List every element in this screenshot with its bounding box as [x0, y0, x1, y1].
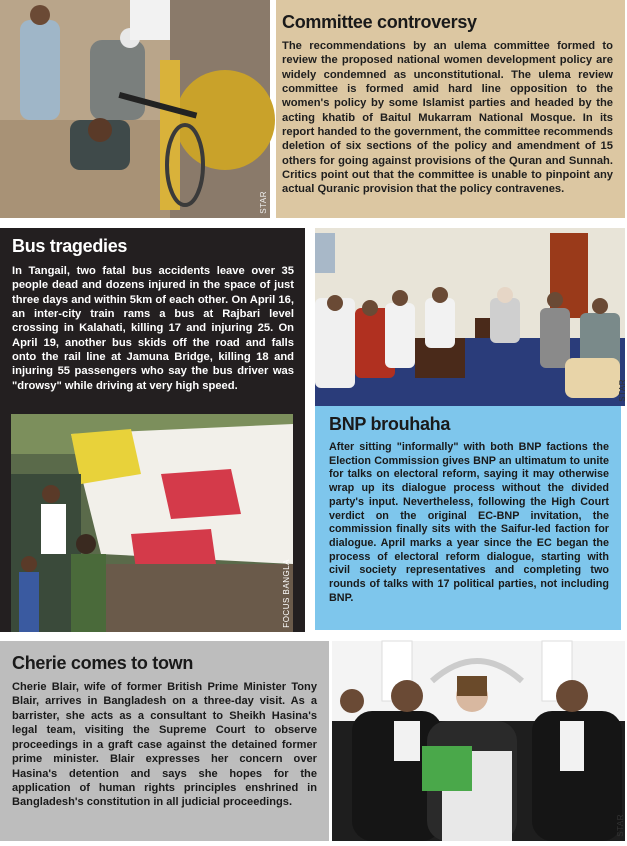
- bnp-panel: [315, 406, 621, 630]
- bus-body: In Tangail, two fatal bus accidents leave over 35 people dead and dozens injured in the space of just three days and within 5km of each other. On April 16, an inter-city train rams a bus at Rajbari level crossing in Kalahati, killing 17 and injuring 25. On April 19, another bus skids off the road and falls onto the rail line at Jamuna Bridge, killing 18 and injuring 55 passengers who say the bus driver was "drowsy" while driving at very high speed.: [12, 265, 294, 392]
- committee-body: The recommendations by an ulema committee formed to review the proposed national women development policy are widely condemned as unconstitutional. The ulema review committee is formed amid hard line opposition to the women's policy by some Islamist parties and headed by the acting khatib of Baitul Mukarram National Mosque. In its report handed to the government, the committee recommends deletion of six sections of the policy and amendment of 15 others for going against provisions of the Quran and Sunnah. Critics point out that the committee is unable to pinpoint any actual Quranic provision that the policy contravenes.: [282, 40, 613, 196]
- cherie-photo: [332, 641, 625, 841]
- cherie-title: Cherie comes to town: [12, 653, 194, 673]
- cherie-body: Cherie Blair, wife of former British Prime Minister Tony Blair, arrives in Bangladesh on a three-day visit. As a barrister, she acts as a consultant to Sheikh Hasina's legal team, visiting the Supreme Court to observe proceedings in a graft case against the detained former prime minister. Blair expresses her concern over Hasina's detention and says she hopes for the application of human rights principles enshrined in Bangladesh's constitution in all judicial proceedings.: [12, 681, 317, 809]
- committee-photo-credit: STAR: [259, 191, 268, 214]
- bnp-photo-credit: STAR: [618, 379, 627, 402]
- bus-photo: [11, 414, 293, 632]
- bnp-title: BNP brouhaha: [329, 414, 451, 434]
- committee-panel: [276, 0, 625, 218]
- committee-photo: [0, 0, 270, 218]
- bus-title: Bus tragedies: [12, 236, 128, 256]
- cherie-photo-credit: STAR: [616, 814, 625, 837]
- bus-photo-credit: FOCUS BANGLA: [282, 559, 291, 628]
- bus-panel: [0, 228, 305, 632]
- bnp-photo: [315, 228, 625, 406]
- bnp-body: After sitting "informally" with both BNP factions the Election Commission gives BNP an ultimatum to unite for talks on electoral reform, saying it may otherwise wrap up its dialogue process without the divided party's input. Nevertheless, following the High Court verdict on the original EC-BNP invitation, the commission finally sits with the Saifur-led faction for dialogue. April marks a year since the EC began the process of electoral reform dialogue, starting with civil society representatives and completing two rounds of talks with 17 political parties, not including BNP.: [329, 441, 609, 604]
- committee-title: Committee controversy: [282, 12, 477, 32]
- cherie-panel: [0, 641, 329, 841]
